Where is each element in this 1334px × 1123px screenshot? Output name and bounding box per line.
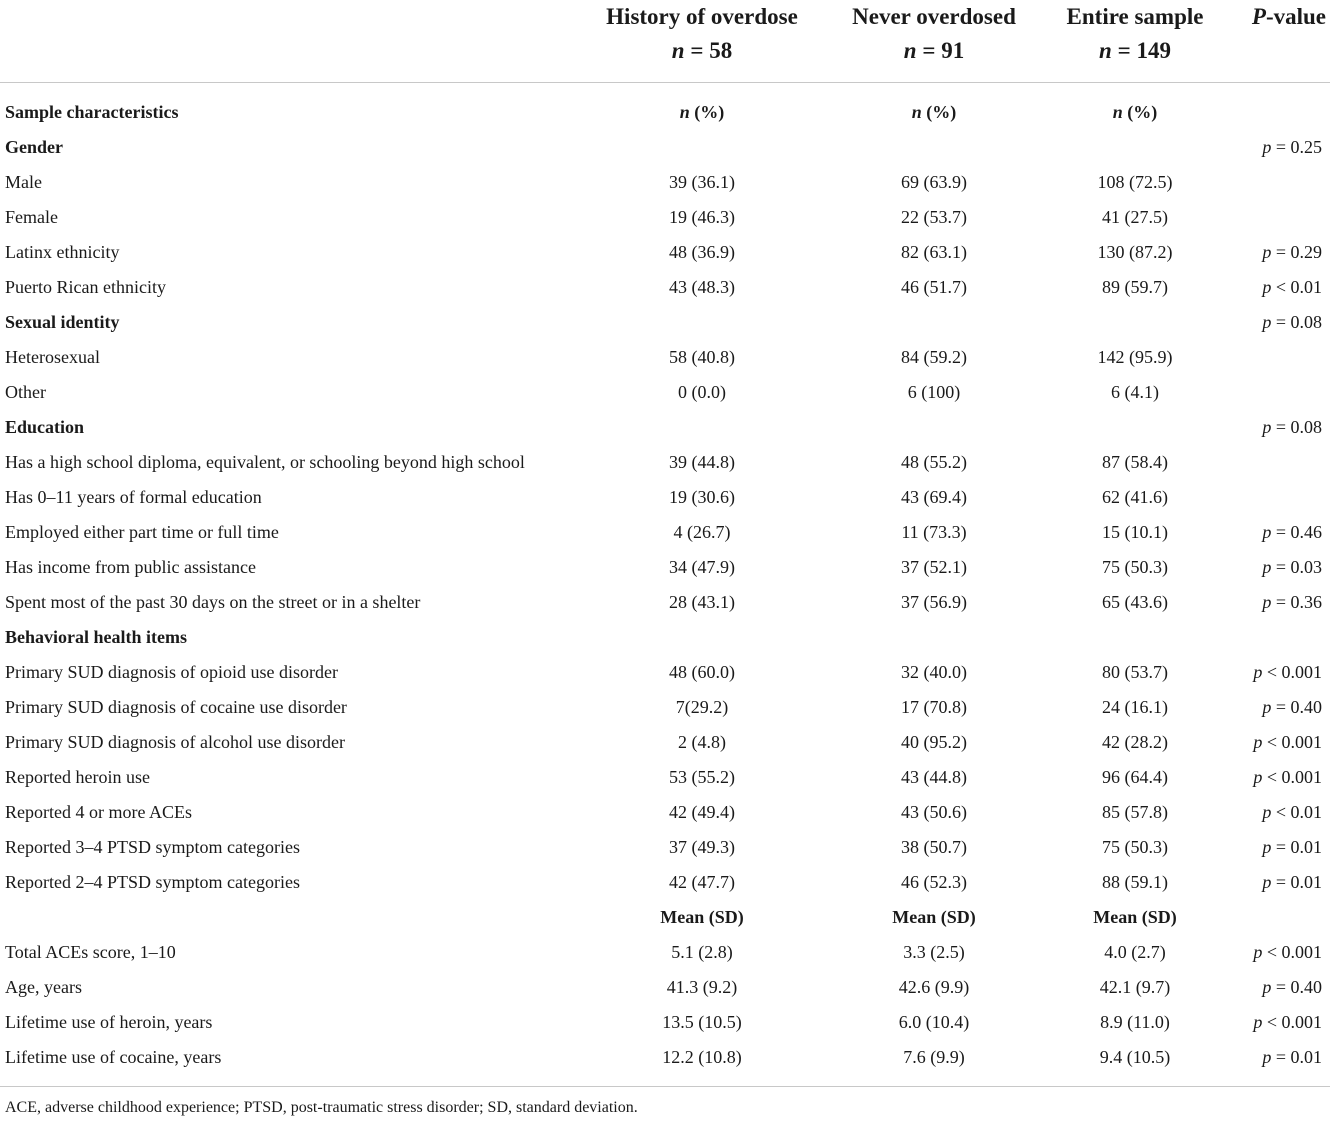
- cell-never-overdosed: 69 (63.9): [901, 172, 967, 192]
- column-sample-size: n = 58: [671, 38, 733, 63]
- cell-history-of-overdose: 48 (36.9): [669, 242, 735, 262]
- cell-history-of-overdose: 53 (55.2): [669, 767, 735, 787]
- row-label: Other: [5, 382, 46, 402]
- table-header: [0, 0, 1334, 70]
- column-header-history-of-overdose: [582, 0, 822, 68]
- table-row: [0, 235, 1334, 270]
- cell-history-of-overdose: 19 (46.3): [669, 207, 735, 227]
- cell-never-overdosed: 37 (52.1): [901, 557, 967, 577]
- row-label: Employed either part time or full time: [5, 522, 279, 542]
- cell-p-value: p = 0.29: [1262, 242, 1322, 262]
- cell-never-overdosed: Mean (SD): [892, 907, 976, 927]
- cell-p-value: p = 0.03: [1262, 557, 1322, 577]
- cell-never-overdosed: 7.6 (9.9): [903, 1047, 965, 1067]
- table-row: [0, 585, 1334, 620]
- table-row: [0, 655, 1334, 690]
- cell-history-of-overdose: 13.5 (10.5): [662, 1012, 742, 1032]
- cell-entire-sample: 15 (10.1): [1102, 522, 1168, 542]
- cell-entire-sample: 80 (53.7): [1102, 662, 1168, 682]
- cell-entire-sample: 24 (16.1): [1102, 697, 1168, 717]
- row-label: Lifetime use of cocaine, years: [5, 1047, 222, 1067]
- cell-p-value: p = 0.40: [1262, 977, 1322, 997]
- table-row: [0, 480, 1334, 515]
- cell-entire-sample: 65 (43.6): [1102, 592, 1168, 612]
- cell-never-overdosed: 84 (59.2): [901, 347, 967, 367]
- table-row: [0, 795, 1334, 830]
- table-row: [0, 515, 1334, 550]
- row-label: Has a high school diploma, equivalent, or schooling beyond high school: [5, 452, 525, 472]
- row-label: Sexual identity: [5, 312, 120, 332]
- row-label: Has income from public assistance: [5, 557, 256, 577]
- cell-never-overdosed: 6 (100): [907, 382, 961, 402]
- cell-entire-sample: 142 (95.9): [1097, 347, 1173, 367]
- cell-p-value: p < 0.001: [1253, 1012, 1322, 1032]
- table-row: [0, 830, 1334, 865]
- row-label: Has 0–11 years of formal education: [5, 487, 262, 507]
- cell-p-value: p < 0.001: [1253, 767, 1322, 787]
- cell-history-of-overdose: 41.3 (9.2): [666, 977, 738, 997]
- cell-history-of-overdose: 58 (40.8): [669, 347, 735, 367]
- row-label: Sample characteristics: [5, 102, 179, 122]
- row-label: Primary SUD diagnosis of cocaine use disorder: [5, 697, 347, 717]
- table-row: [0, 760, 1334, 795]
- table-row: [0, 200, 1334, 235]
- cell-never-overdosed: 46 (52.3): [901, 872, 967, 892]
- cell-never-overdosed: 17 (70.8): [901, 697, 967, 717]
- row-label: Behavioral health items: [5, 627, 187, 647]
- column-title: Never overdosed: [852, 4, 1016, 29]
- column-header-never-overdosed: [814, 0, 1054, 68]
- row-label: Heterosexual: [5, 347, 100, 367]
- cell-history-of-overdose: 48 (60.0): [669, 662, 735, 682]
- cell-entire-sample: 108 (72.5): [1097, 172, 1173, 192]
- row-label: Reported 3–4 PTSD symptom categories: [5, 837, 300, 857]
- cell-p-value: p = 0.01: [1262, 1047, 1322, 1067]
- cell-entire-sample: 75 (50.3): [1102, 837, 1168, 857]
- cell-history-of-overdose: 28 (43.1): [669, 592, 735, 612]
- cell-history-of-overdose: 2 (4.8): [678, 732, 726, 752]
- cell-p-value: p = 0.01: [1262, 837, 1322, 857]
- cell-p-value: p = 0.08: [1262, 417, 1322, 437]
- table-row: [0, 550, 1334, 585]
- table-row: [0, 1005, 1334, 1040]
- table-body: [0, 95, 1334, 1075]
- cell-p-value: p < 0.01: [1262, 277, 1322, 297]
- cell-p-value: p = 0.08: [1262, 312, 1322, 332]
- cell-entire-sample: 96 (64.4): [1102, 767, 1168, 787]
- cell-p-value: p = 0.40: [1262, 697, 1322, 717]
- table-row: [0, 935, 1334, 970]
- cell-p-value: p < 0.001: [1253, 662, 1322, 682]
- table-row: [0, 95, 1334, 130]
- cell-p-value: p = 0.25: [1262, 137, 1322, 157]
- table-row: [0, 620, 1334, 655]
- cell-p-value: p = 0.36: [1262, 592, 1322, 612]
- cell-never-overdosed: 48 (55.2): [901, 452, 967, 472]
- cell-never-overdosed: n (%): [911, 102, 957, 122]
- cell-history-of-overdose: 39 (44.8): [669, 452, 735, 472]
- column-header-p-value: P-value: [1251, 4, 1326, 29]
- row-label: Spent most of the past 30 days on the street or in a shelter: [5, 592, 421, 612]
- cell-history-of-overdose: 4 (26.7): [673, 522, 731, 542]
- table-footnote: ACE, adverse childhood experience; PTSD, post-traumatic stress disorder; SD, standard deviation.: [5, 1099, 638, 1116]
- cell-entire-sample: 8.9 (11.0): [1100, 1012, 1170, 1032]
- column-title: History of overdose: [606, 4, 798, 29]
- cell-entire-sample: n (%): [1112, 102, 1158, 122]
- row-label: Reported 2–4 PTSD symptom categories: [5, 872, 300, 892]
- footer-rule: [0, 1086, 1330, 1087]
- column-header-entire-sample: [1025, 0, 1245, 68]
- cell-history-of-overdose: n (%): [679, 102, 725, 122]
- table-row: [0, 375, 1334, 410]
- cell-never-overdosed: 11 (73.3): [901, 522, 967, 542]
- cell-never-overdosed: 43 (50.6): [901, 802, 967, 822]
- cell-entire-sample: 42.1 (9.7): [1099, 977, 1171, 997]
- row-label: Primary SUD diagnosis of opioid use disorder: [5, 662, 338, 682]
- cell-history-of-overdose: 7(29.2): [675, 697, 729, 717]
- cell-entire-sample: 41 (27.5): [1102, 207, 1168, 227]
- column-sample-size: n = 91: [903, 38, 965, 63]
- table-row: [0, 865, 1334, 900]
- cell-never-overdosed: 22 (53.7): [901, 207, 967, 227]
- cell-never-overdosed: 43 (69.4): [901, 487, 967, 507]
- cell-history-of-overdose: 42 (47.7): [669, 872, 735, 892]
- table-row: [0, 130, 1334, 165]
- cell-history-of-overdose: 34 (47.9): [669, 557, 735, 577]
- table-row: [0, 165, 1334, 200]
- cell-p-value: p = 0.46: [1262, 522, 1322, 542]
- row-label: Latinx ethnicity: [5, 242, 120, 262]
- table-row: [0, 725, 1334, 760]
- row-label: Primary SUD diagnosis of alcohol use disorder: [5, 732, 345, 752]
- cell-history-of-overdose: 19 (30.6): [669, 487, 735, 507]
- cell-p-value: p < 0.001: [1253, 942, 1322, 962]
- cell-entire-sample: 62 (41.6): [1102, 487, 1168, 507]
- column-title: Entire sample: [1066, 4, 1204, 29]
- row-label: Gender: [5, 137, 63, 157]
- cell-entire-sample: 88 (59.1): [1102, 872, 1168, 892]
- cell-never-overdosed: 6.0 (10.4): [898, 1012, 970, 1032]
- cell-entire-sample: 6 (4.1): [1111, 382, 1159, 402]
- cell-entire-sample: 4.0 (2.7): [1104, 942, 1166, 962]
- cell-entire-sample: 89 (59.7): [1102, 277, 1168, 297]
- row-label: Female: [5, 207, 58, 227]
- cell-never-overdosed: 37 (56.9): [901, 592, 967, 612]
- row-label: Age, years: [5, 977, 82, 997]
- row-label: Reported heroin use: [5, 767, 150, 787]
- cell-never-overdosed: 38 (50.7): [901, 837, 967, 857]
- cell-entire-sample: 9.4 (10.5): [1099, 1047, 1171, 1067]
- cell-entire-sample: 75 (50.3): [1102, 557, 1168, 577]
- cell-history-of-overdose: Mean (SD): [660, 907, 744, 927]
- header-rule: [0, 82, 1330, 83]
- row-label: Total ACEs score, 1–10: [5, 942, 176, 962]
- table-row: [0, 340, 1334, 375]
- cell-history-of-overdose: 43 (48.3): [669, 277, 735, 297]
- cell-history-of-overdose: 42 (49.4): [669, 802, 735, 822]
- cell-history-of-overdose: 39 (36.1): [669, 172, 735, 192]
- row-label: Puerto Rican ethnicity: [5, 277, 166, 297]
- row-label: Reported 4 or more ACEs: [5, 802, 192, 822]
- cell-entire-sample: 130 (87.2): [1097, 242, 1173, 262]
- cell-never-overdosed: 3.3 (2.5): [903, 942, 965, 962]
- row-label: Male: [5, 172, 42, 192]
- table-row: [0, 900, 1334, 935]
- cell-p-value: p = 0.01: [1262, 872, 1322, 892]
- table-row: [0, 690, 1334, 725]
- cell-never-overdosed: 42.6 (9.9): [898, 977, 970, 997]
- cell-never-overdosed: 46 (51.7): [901, 277, 967, 297]
- row-label: Education: [5, 417, 85, 437]
- table-row: [0, 445, 1334, 480]
- cell-p-value: p < 0.01: [1262, 802, 1322, 822]
- row-label: Lifetime use of heroin, years: [5, 1012, 213, 1032]
- table-row: [0, 410, 1334, 445]
- cell-entire-sample: 87 (58.4): [1102, 452, 1168, 472]
- cell-history-of-overdose: 37 (49.3): [669, 837, 735, 857]
- column-sample-size: n = 149: [1099, 38, 1171, 63]
- table-row: [0, 1040, 1334, 1075]
- cell-entire-sample: 85 (57.8): [1102, 802, 1168, 822]
- cell-never-overdosed: 43 (44.8): [901, 767, 967, 787]
- cell-p-value: p < 0.001: [1253, 732, 1322, 752]
- cell-history-of-overdose: 0 (0.0): [678, 382, 726, 402]
- cell-entire-sample: 42 (28.2): [1102, 732, 1168, 752]
- table-row: [0, 970, 1334, 1005]
- cell-never-overdosed: 40 (95.2): [901, 732, 967, 752]
- cell-entire-sample: Mean (SD): [1093, 907, 1177, 927]
- table-row: [0, 270, 1334, 305]
- cell-never-overdosed: 32 (40.0): [901, 662, 967, 682]
- table-row: [0, 305, 1334, 340]
- cell-history-of-overdose: 12.2 (10.8): [662, 1047, 742, 1067]
- cell-never-overdosed: 82 (63.1): [901, 242, 967, 262]
- cell-history-of-overdose: 5.1 (2.8): [671, 942, 733, 962]
